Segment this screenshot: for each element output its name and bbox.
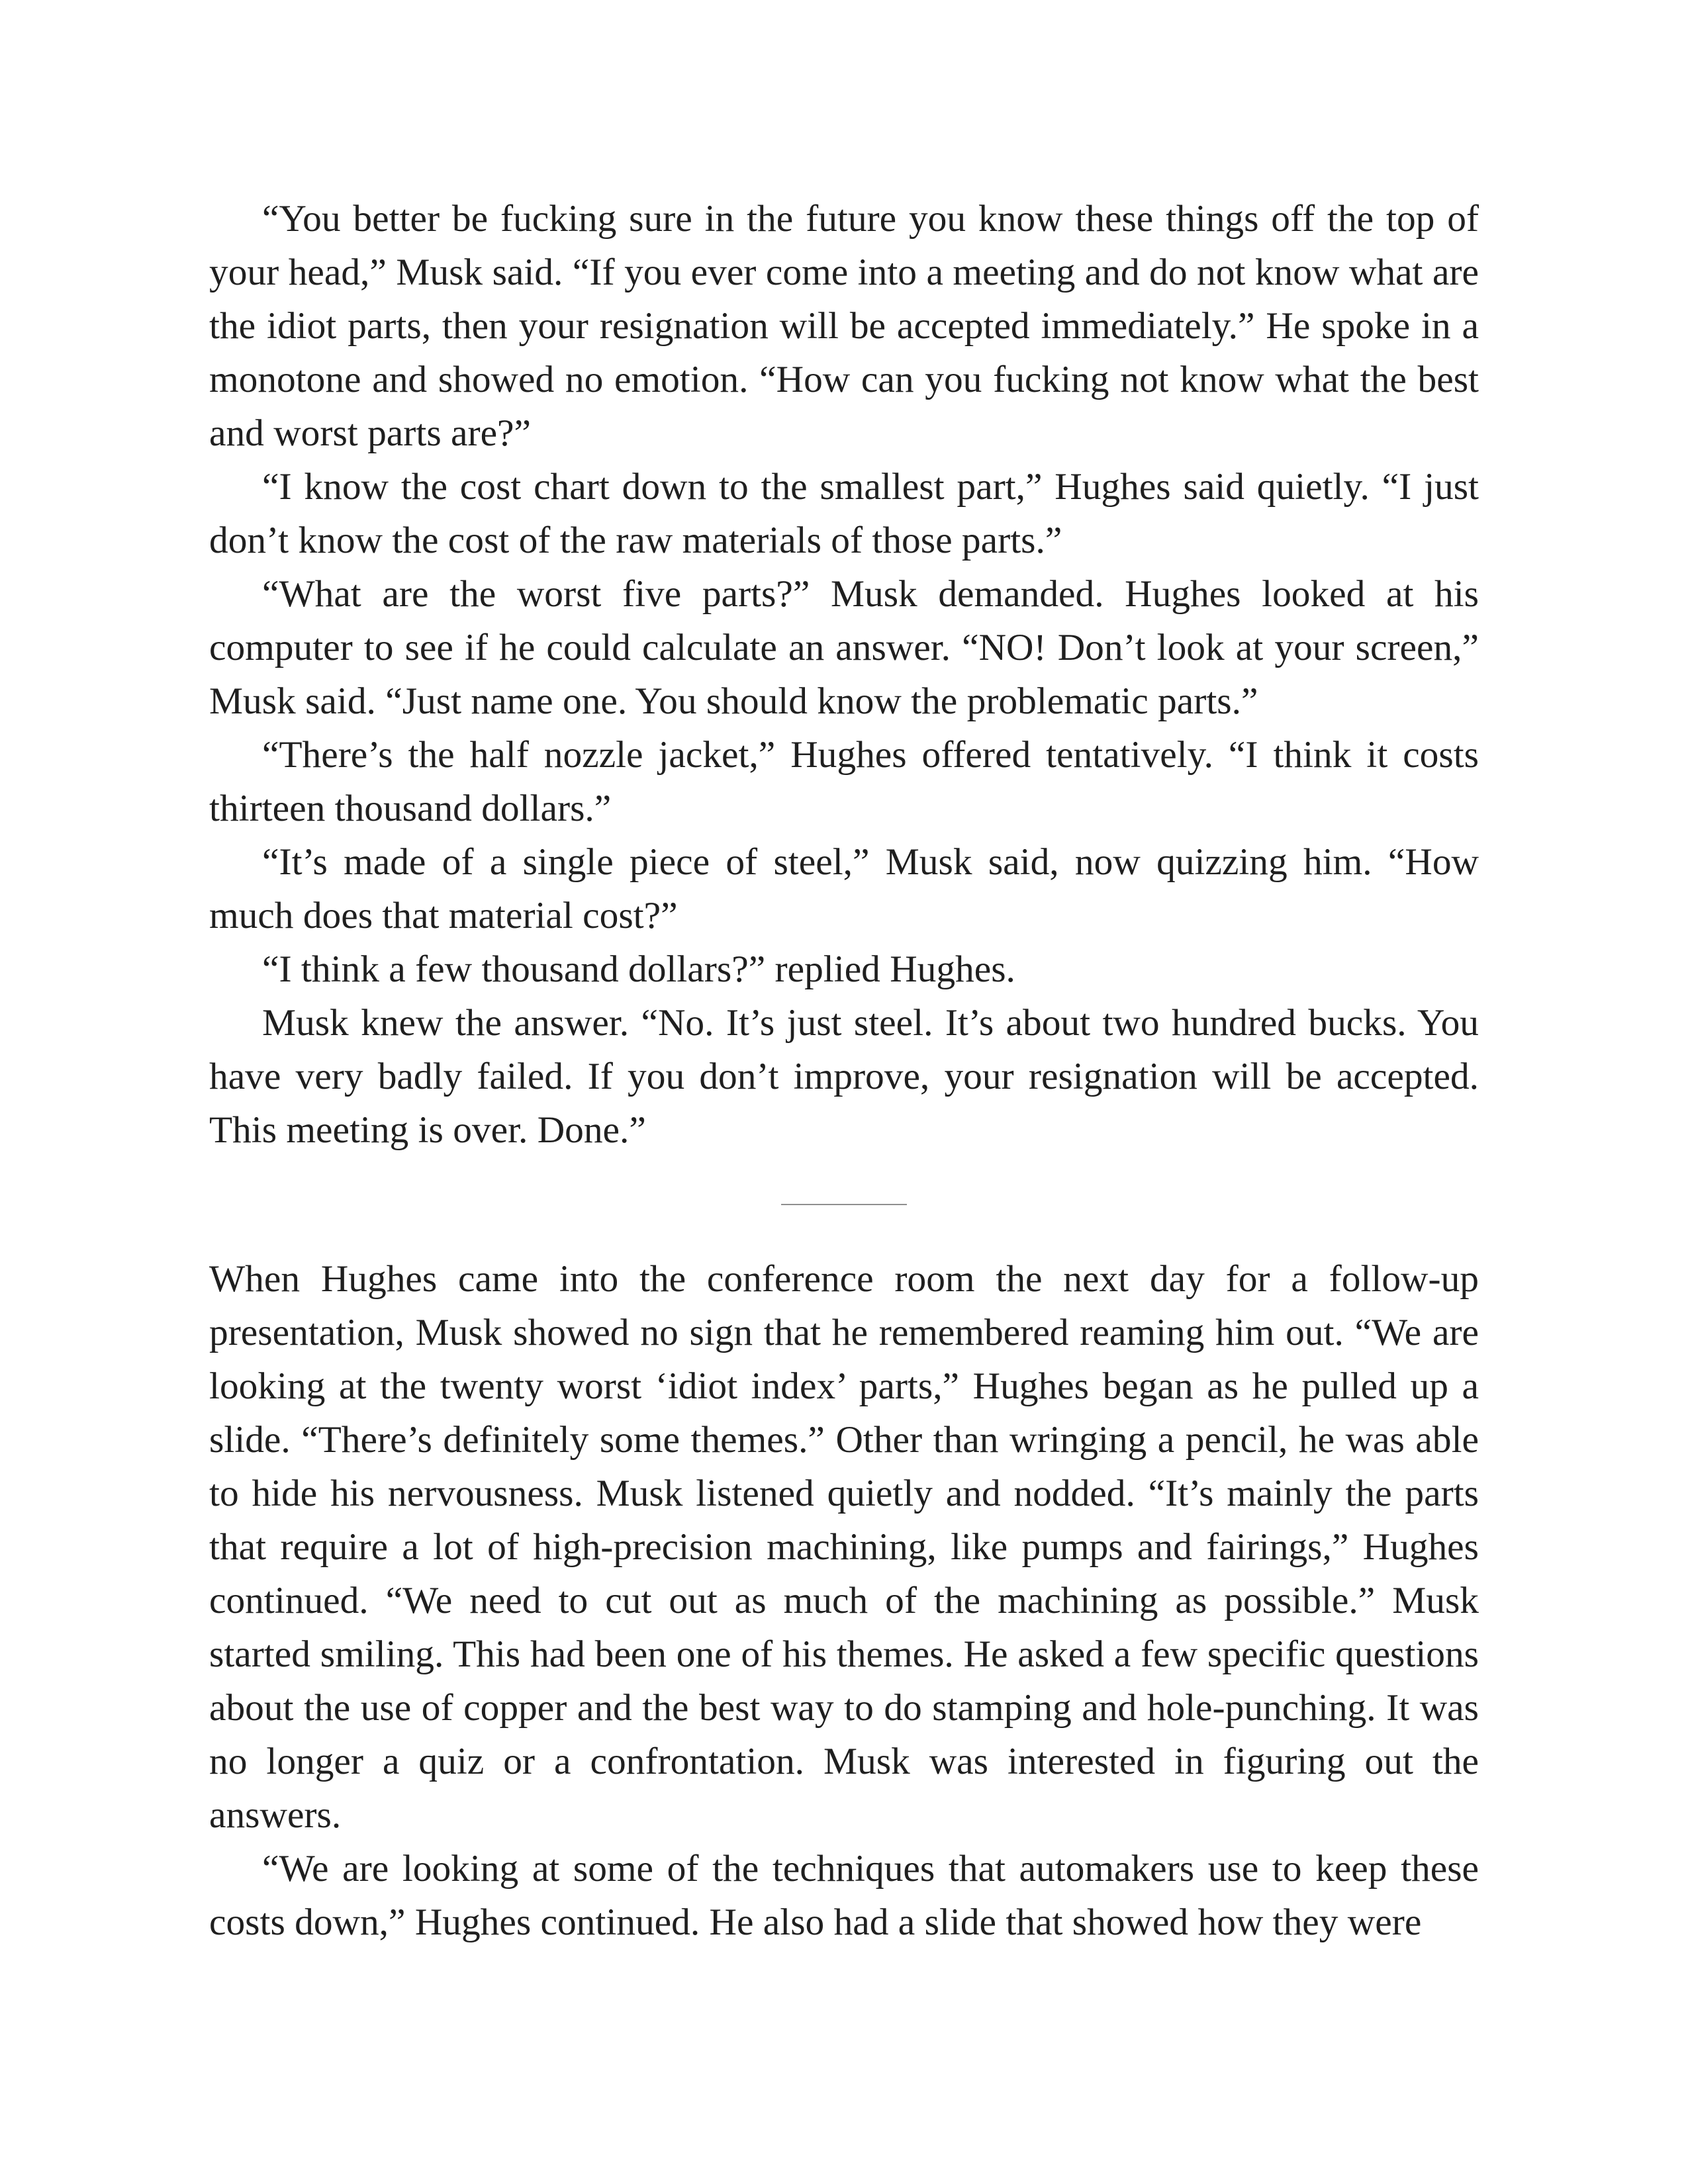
paragraph: Musk knew the answer. “No. It’s just steel. It’s about two hundred bucks. You have very badly failed. If you don’t improve, your resignation will be accepted. This meeting is over. Done.”	[209, 1002, 1479, 1151]
section-break	[209, 1169, 1479, 1240]
paragraph: “You better be fucking sure in the future you know these things off the top of your head,” Musk said. “If you ever come into a meeting and do not know what are the idiot parts, then your resignation will be accepted immediately.” He spoke in a monotone and showed no emotion. “How can you fucking not know what the best and worst parts are?”	[209, 198, 1479, 454]
book-page	[209, 192, 1479, 1949]
section-divider-rule	[781, 1204, 907, 1205]
section-two	[209, 1252, 1479, 1949]
section-one	[209, 192, 1479, 1157]
paragraph: “I know the cost chart down to the smallest part,” Hughes said quietly. “I just don’t know the cost of the raw materials of those parts.”	[209, 466, 1479, 561]
paragraph: “There’s the half nozzle jacket,” Hughes offered tentatively. “I think it costs thirteen thousand dollars.”	[209, 734, 1479, 829]
paragraph: “It’s made of a single piece of steel,” Musk said, now quizzing him. “How much does that material cost?”	[209, 841, 1479, 936]
paragraph: “I think a few thousand dollars?” replied Hughes.	[262, 948, 1015, 990]
paragraph: “What are the worst five parts?” Musk demanded. Hughes looked at his computer to see if he could calculate an answer. “NO! Don’t look at your screen,” Musk said. “Just name one. You should know the problematic parts.”	[209, 573, 1479, 722]
paragraph: When Hughes came into the conference room the next day for a follow-up presentation, Musk showed no sign that he remembered reaming him out. “We are looking at the twenty worst ‘idiot index’ parts,” Hughes began as he pulled up a slide. “There’s definitely some themes.” Other than wringing a pencil, he was able to hide his nervousness. Musk listened quietly and nodded. “It’s mainly the parts that require a lot of high-precision machining, like pumps and fairings,” Hughes continued. “We need to cut out as much of the machining as possible.” Musk started smiling. This had been one of his themes. He asked a few specific questions about the use of copper and the best way to do stamping and hole-punching. It was no longer a quiz or a confrontation. Musk was interested in figuring out the answers.	[209, 1258, 1479, 1836]
paragraph: “We are looking at some of the techniques that automakers use to keep these costs down,” Hughes continued. He also had a slide that showed how they were	[209, 1848, 1479, 1943]
